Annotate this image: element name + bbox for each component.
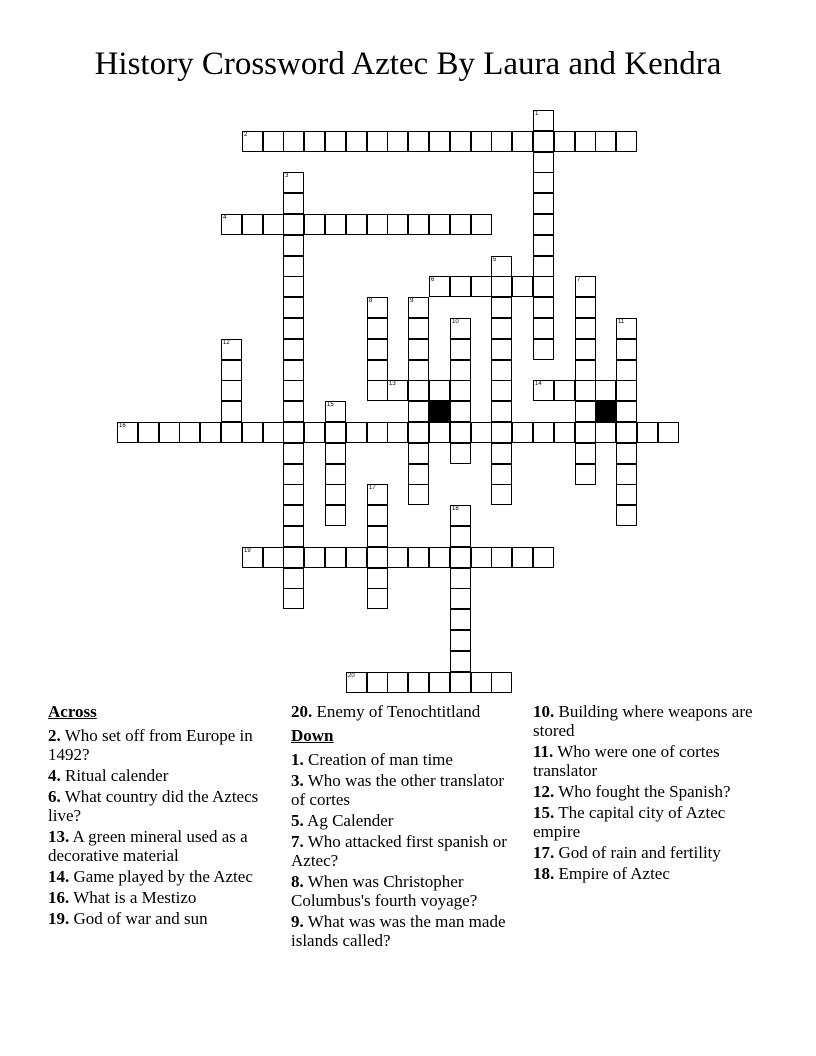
grid-cell[interactable] [117,422,138,443]
grid-cell[interactable] [408,443,429,464]
grid-cell[interactable] [283,318,304,339]
grid-cell[interactable] [575,443,596,464]
grid-cell[interactable] [616,360,637,381]
grid-cell[interactable] [367,214,388,235]
grid-cell[interactable] [575,422,596,443]
grid-cell[interactable] [367,318,388,339]
grid-cell[interactable] [533,214,554,235]
clue-item [533,702,758,740]
grid-cell[interactable] [450,651,471,672]
grid-cell[interactable] [367,588,388,609]
grid-cell[interactable] [471,547,492,568]
grid-cell[interactable] [658,422,679,443]
grid-cell[interactable] [450,339,471,360]
grid-cell[interactable] [554,380,575,401]
grid-cell[interactable] [367,297,388,318]
grid-cell[interactable] [283,443,304,464]
grid-cell[interactable] [346,547,367,568]
clue-number: 8 [369,298,373,304]
grid-cell[interactable] [221,401,242,422]
grid-cell[interactable] [533,297,554,318]
clue-text: The capital city of Aztec empire [533,803,726,841]
clue-num: 7. [291,832,304,851]
grid-cell[interactable] [533,422,554,443]
grid-cell[interactable] [491,339,512,360]
grid-cell[interactable] [387,214,408,235]
clue-num: 1. [291,750,304,769]
clue-number: 20 [348,673,355,679]
grid-cell[interactable] [429,672,450,693]
grid-cell[interactable] [408,360,429,381]
grid-cell[interactable] [616,339,637,360]
grid-cell[interactable] [283,568,304,589]
grid-cell[interactable] [367,380,388,401]
grid-cell[interactable] [491,256,512,277]
grid-cell[interactable] [367,484,388,505]
grid-cell[interactable] [491,318,512,339]
clue-num: 17. [533,843,555,862]
clues-column-3 [533,702,758,885]
grid-cell[interactable] [325,464,346,485]
grid-cell[interactable] [325,484,346,505]
clue-text: A green mineral used as a decorative material [48,827,248,865]
grid-cell[interactable] [283,505,304,526]
grid-cell[interactable] [367,547,388,568]
grid-cell[interactable] [221,360,242,381]
grid-cell[interactable] [575,464,596,485]
grid-cell[interactable] [575,360,596,381]
grid-cell[interactable] [325,131,346,152]
clue-item [291,750,516,769]
grid-cell[interactable] [159,422,180,443]
grid-cell[interactable] [283,526,304,547]
grid-cell[interactable] [616,484,637,505]
clue-number: 13 [389,381,396,387]
grid-cell[interactable] [367,526,388,547]
grid-cell[interactable] [575,339,596,360]
grid-cell[interactable] [325,443,346,464]
grid-cell[interactable] [616,401,637,422]
clue-number: 16 [119,423,126,429]
clue-item [291,702,516,721]
grid-cell[interactable] [533,110,554,131]
grid-cell[interactable] [408,380,429,401]
grid-cell[interactable] [616,380,637,401]
grid-cell[interactable] [450,422,471,443]
grid-cell[interactable] [408,484,429,505]
clue-num: 8. [291,872,304,891]
grid-cell[interactable] [221,380,242,401]
grid-cell[interactable] [471,276,492,297]
clue-text: Who set off from Europe in 1492? [48,726,253,764]
grid-cell[interactable] [491,443,512,464]
grid-cell[interactable] [450,276,471,297]
grid-cell[interactable] [429,422,450,443]
grid-cell[interactable] [450,505,471,526]
grid-cell[interactable] [179,422,200,443]
grid-cell[interactable] [367,672,388,693]
grid-cell[interactable] [450,401,471,422]
clue-number: 9 [410,298,414,304]
clue-item [291,811,516,830]
grid-cell[interactable] [242,547,263,568]
grid-cell[interactable] [491,297,512,318]
grid-cell[interactable] [575,297,596,318]
clue-text: Who attacked first spanish or Aztec? [291,832,507,870]
grid-cell[interactable] [554,422,575,443]
grid-cell[interactable] [575,401,596,422]
clue-text: Building where weapons are stored [533,702,753,740]
grid-cell[interactable] [450,526,471,547]
clue-num: 13. [48,827,70,846]
grid-cell[interactable] [408,339,429,360]
grid-cell[interactable] [283,235,304,256]
grid-cell[interactable] [263,547,284,568]
grid-cell[interactable] [512,131,533,152]
clue-num: 14. [48,867,70,886]
grid-cell[interactable] [533,339,554,360]
clue-num: 5. [291,811,304,830]
grid-cell[interactable] [471,214,492,235]
clue-text: Game played by the Aztec [69,867,253,886]
grid-cell[interactable] [367,131,388,152]
grid-cell[interactable] [491,276,512,297]
grid-cell[interactable] [533,256,554,277]
grid-cell[interactable] [491,672,512,693]
grid-cell[interactable] [450,360,471,381]
grid-cell[interactable] [283,339,304,360]
grid-cell[interactable] [346,214,367,235]
grid-cell[interactable] [325,547,346,568]
grid-cell[interactable] [387,380,408,401]
clue-text: God of rain and fertility [554,843,721,862]
grid-cell[interactable] [242,131,263,152]
clue-num: 2. [48,726,61,745]
clue-number: 6 [431,277,435,283]
clue-num: 19. [48,909,70,928]
grid-cell[interactable] [491,380,512,401]
grid-cell[interactable] [367,339,388,360]
grid-cell[interactable] [283,131,304,152]
grid-cell[interactable] [491,547,512,568]
grid-cell[interactable] [325,505,346,526]
grid-cell[interactable] [450,588,471,609]
clue-num: 12. [533,782,555,801]
grid-cell[interactable] [387,422,408,443]
grid-cell[interactable] [304,547,325,568]
shaded-cell [595,401,616,422]
grid-cell[interactable] [408,672,429,693]
grid-cell[interactable] [263,214,284,235]
clue-number: 4 [223,215,227,221]
grid-cell[interactable] [616,131,637,152]
grid-cell[interactable] [616,443,637,464]
grid-cell[interactable] [533,152,554,173]
clue-number: 12 [223,340,230,346]
grid-cell[interactable] [263,422,284,443]
grid-cell[interactable] [429,131,450,152]
grid-cell[interactable] [283,297,304,318]
clue-num: 18. [533,864,555,883]
grid-cell[interactable] [367,505,388,526]
grid-cell[interactable] [304,422,325,443]
across-clue-list-continued [291,702,516,721]
across-clue-list [48,726,273,928]
grid-cell[interactable] [408,131,429,152]
down-clue-list-continued [533,702,758,883]
grid-cell[interactable] [450,214,471,235]
grid-cell[interactable] [429,276,450,297]
grid-cell[interactable] [450,131,471,152]
down-clue-list [291,750,516,950]
grid-cell[interactable] [533,235,554,256]
grid-cell[interactable] [533,547,554,568]
grid-cell[interactable] [533,276,554,297]
grid-cell[interactable] [637,422,658,443]
grid-cell[interactable] [616,464,637,485]
clue-item [533,864,758,883]
clue-item [48,909,273,928]
clue-number: 11 [618,319,625,325]
clue-text: Enemy of Tenochtitland [312,702,481,721]
clue-text: Who were one of cortes translator [533,742,720,780]
grid-cell[interactable] [512,547,533,568]
grid-cell[interactable] [283,484,304,505]
grid-cell[interactable] [575,380,596,401]
grid-cell[interactable] [387,672,408,693]
grid-cell[interactable] [346,131,367,152]
clue-number: 18 [452,506,459,512]
shaded-cell [429,401,450,422]
grid-cell[interactable] [283,464,304,485]
grid-cell[interactable] [491,484,512,505]
grid-cell[interactable] [533,131,554,152]
grid-cell[interactable] [408,297,429,318]
clue-num: 3. [291,771,304,790]
grid-cell[interactable] [471,672,492,693]
grid-cell[interactable] [575,131,596,152]
clue-item [48,827,273,865]
grid-cell[interactable] [533,318,554,339]
grid-cell[interactable] [450,318,471,339]
grid-cell[interactable] [533,172,554,193]
grid-cell[interactable] [429,380,450,401]
clue-num: 10. [533,702,555,721]
clue-number: 7 [577,277,581,283]
clue-item [533,742,758,780]
grid-cell[interactable] [367,568,388,589]
grid-cell[interactable] [304,131,325,152]
grid-cell[interactable] [283,401,304,422]
grid-cell[interactable] [283,276,304,297]
down-heading: Down [291,726,334,745]
grid-cell[interactable] [283,360,304,381]
grid-cell[interactable] [575,318,596,339]
clue-number: 15 [327,402,334,408]
grid-cell[interactable] [471,131,492,152]
grid-cell[interactable] [221,339,242,360]
clue-item [291,832,516,870]
grid-cell[interactable] [616,505,637,526]
grid-cell[interactable] [533,193,554,214]
grid-cell[interactable] [595,380,616,401]
grid-cell[interactable] [491,360,512,381]
clue-item [533,843,758,862]
grid-cell[interactable] [367,422,388,443]
clue-num: 15. [533,803,555,822]
grid-cell[interactable] [346,672,367,693]
grid-cell[interactable] [283,214,304,235]
grid-cell[interactable] [491,422,512,443]
clue-number: 1 [535,111,539,117]
grid-cell[interactable] [491,131,512,152]
grid-cell[interactable] [512,422,533,443]
grid-cell[interactable] [387,547,408,568]
clue-item [48,787,273,825]
grid-cell[interactable] [346,422,367,443]
clue-text: What was was the man made islands called? [291,912,506,950]
grid-cell[interactable] [450,568,471,589]
grid-cell[interactable] [491,464,512,485]
grid-cell[interactable] [512,276,533,297]
grid-cell[interactable] [221,422,242,443]
grid-cell[interactable] [595,131,616,152]
grid-cell[interactable] [242,422,263,443]
clues-column-1 [48,702,273,930]
clue-number: 2 [244,132,248,138]
clue-text: Creation of man time [303,750,453,769]
grid-cell[interactable] [367,360,388,381]
clue-num: 11. [533,742,554,761]
clue-num: 4. [48,766,61,785]
clue-number: 17 [369,485,376,491]
grid-cell[interactable] [429,214,450,235]
grid-cell[interactable] [408,318,429,339]
clue-num: 9. [291,912,304,931]
grid-cell[interactable] [283,172,304,193]
grid-cell[interactable] [616,318,637,339]
grid-cell[interactable] [450,443,471,464]
clue-item [48,888,273,907]
clue-num: 6. [48,787,61,806]
grid-cell[interactable] [471,422,492,443]
grid-cell[interactable] [429,547,450,568]
clue-item [291,872,516,910]
grid-cell[interactable] [283,380,304,401]
grid-cell[interactable] [450,672,471,693]
grid-cell[interactable] [408,464,429,485]
clue-item [48,867,273,886]
across-heading: Across [48,702,97,721]
clue-text: God of war and sun [69,909,208,928]
grid-cell[interactable] [408,401,429,422]
page-title: History Crossword Aztec By Laura and Kendra [94,46,722,82]
grid-cell[interactable] [595,422,616,443]
clue-number: 5 [493,257,497,263]
clue-item [533,782,758,801]
grid-cell[interactable] [450,609,471,630]
clue-text: Who fought the Spanish? [554,782,731,801]
grid-cell[interactable] [408,422,429,443]
clue-text: When was Christopher Columbus's fourth voyage? [291,872,478,910]
grid-cell[interactable] [283,256,304,277]
grid-cell[interactable] [325,422,346,443]
grid-cell[interactable] [304,214,325,235]
grid-cell[interactable] [408,214,429,235]
clue-text: Ritual calender [60,766,169,785]
grid-cell[interactable] [283,588,304,609]
grid-cell[interactable] [450,630,471,651]
clue-number: 10 [452,319,459,325]
grid-cell[interactable] [554,131,575,152]
clue-item [48,766,273,785]
grid-cell[interactable] [325,401,346,422]
grid-cell[interactable] [221,214,242,235]
clue-number: 19 [244,548,251,554]
grid-cell[interactable] [325,214,346,235]
grid-cell[interactable] [200,422,221,443]
grid-cell[interactable] [263,131,284,152]
grid-cell[interactable] [450,380,471,401]
grid-cell[interactable] [242,214,263,235]
clue-item [48,726,273,764]
clue-number: 14 [535,381,542,387]
grid-cell[interactable] [575,276,596,297]
grid-cell[interactable] [387,131,408,152]
clue-text: Empire of Aztec [554,864,670,883]
clues-column-2 [291,702,516,952]
clue-number: 3 [285,173,289,179]
grid-cell[interactable] [283,547,304,568]
grid-cell[interactable] [138,422,159,443]
clue-text: What is a Mestizo [69,888,197,907]
grid-cell[interactable] [283,193,304,214]
grid-cell[interactable] [533,380,554,401]
clue-item [291,771,516,809]
grid-cell[interactable] [408,547,429,568]
clue-text: Who was the other translator of cortes [291,771,505,809]
clue-item [291,912,516,950]
clue-item [533,803,758,841]
clue-num: 16. [48,888,70,907]
grid-cell[interactable] [616,422,637,443]
grid-cell[interactable] [491,401,512,422]
clue-num: 20. [291,702,313,721]
grid-cell[interactable] [283,422,304,443]
clue-text: What country did the Aztecs live? [48,787,259,825]
grid-cell[interactable] [450,547,471,568]
clue-text: Ag Calender [303,811,394,830]
